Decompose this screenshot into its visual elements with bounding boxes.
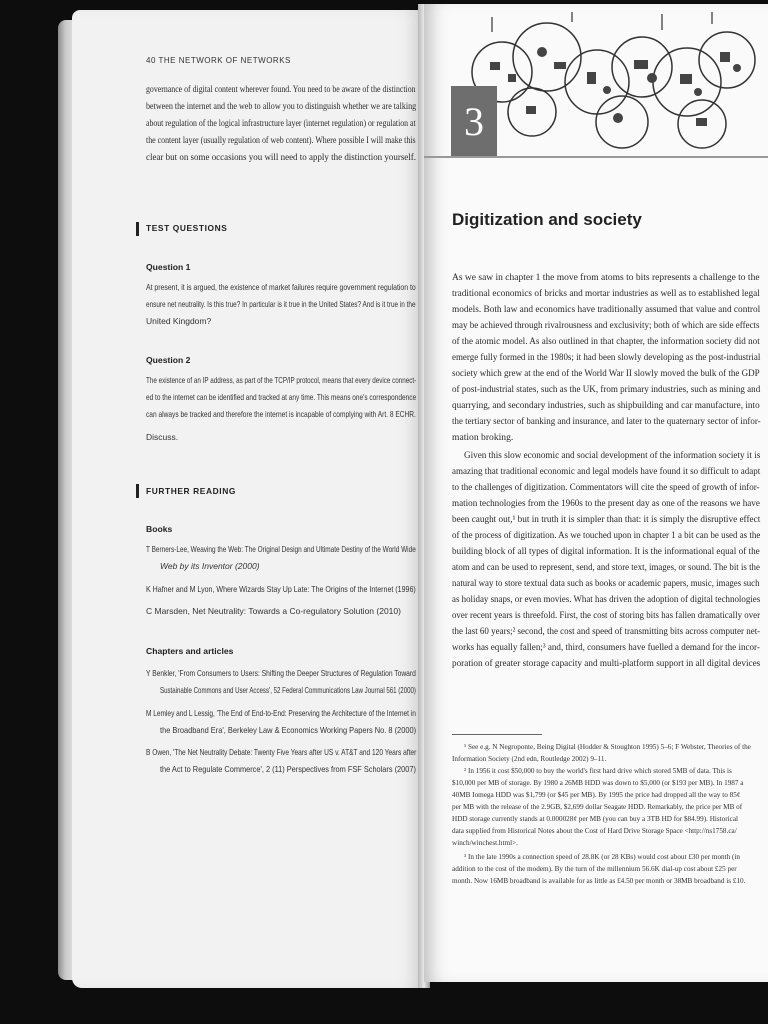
body-line: been caught out,¹ but in truth it is simpler than that: it is simply the disruptive effect — [452, 514, 761, 525]
question-1-title: Question 1 — [146, 262, 191, 272]
article-citation: B Owen, 'The Net Neutrality Debate: Twenty Five Years after US v. AT&T and 120 Years after — [146, 747, 417, 757]
cloud-icons-illustration — [462, 12, 758, 162]
section-marker — [136, 222, 139, 236]
footnote-line: ¹ See e.g. N Negroponte, Being Digital (Hodder & Stoughton 1995) 5–6; F Webster, Theories of the — [464, 743, 751, 751]
body-line: of the atomic model. As also outlined in that chapter, the information society did not — [452, 336, 760, 347]
chapter-number-box — [451, 86, 497, 156]
question-2-title: Question 2 — [146, 355, 191, 365]
intro-line: about regulation of the logical infrastructure layer (internet regulation) or regulation at — [146, 118, 416, 129]
body-line: quarrying, and secondary industries, such as shipbuilding and car manufacture, into — [452, 400, 760, 411]
intro-line: the content layer (usually regulation of web content). Where possible I will make this — [146, 135, 416, 146]
body-line: Given this slow economic and social development of the information society it is — [464, 450, 761, 461]
body-line: of the process of digitization. As we touched upon in chapter 1 a bit can be used as the — [452, 530, 761, 541]
body-line: models. Both law and economics have traditionally assumed that value and control — [452, 304, 761, 315]
book-citation: Web by its Inventor (2000) — [160, 561, 260, 571]
book-citation: K Hafner and M Lyon, Where Wizards Stay Up Late: The Origins of the Internet (1996) — [146, 584, 416, 594]
book-citation: C Marsden, Net Neutrality: Towards a Co-regulatory Solution (2010) — [146, 606, 401, 616]
body-line: works has equally fallen;³ and, third, consumers have fuelled a demand for the incor- — [452, 642, 760, 653]
body-line: over recent years is threefold. First, the cost of storing bits has fallen dramatically over — [452, 610, 761, 621]
footnote-line: month. Now 16MB broadband is available for as little as £4.50 per month or 38MB broadband is £10. — [452, 877, 746, 885]
body-line: amazing that traditional economic and legal models have found it so difficult to adapt — [452, 466, 761, 477]
footnote-line: Information Society (2nd edn, Routledge 2002) 9–11. — [452, 755, 607, 763]
chapters-articles-heading: Chapters and articles — [146, 646, 234, 656]
body-line: As we saw in chapter 1 the move from atoms to bits represents a challenge to the — [452, 272, 760, 283]
footnote-line: addition to the cost of the modem). By the turn of the millennium 56.6K dial-up cost about £25 per — [452, 865, 737, 873]
body-line: of post-industrial states, such as the UK, from primary industries, such as mining and — [452, 384, 761, 395]
body-line: the tertiary sector of banking and insurance, and later to the quaternary sector of infor- — [452, 416, 761, 427]
article-citation: M Lemley and L Lessig, 'The End of End-to-End: Preserving the Architecture of the Internet in — [146, 708, 416, 718]
footnote-rule — [452, 734, 542, 735]
intro-line: clear but on some occasions you will need to apply the distinction yourself. — [146, 152, 417, 163]
body-line: mation broking. — [452, 432, 514, 443]
body-line: emerge fully formed in the 1980s; it had been slowly developing as the post-industrial — [452, 352, 761, 363]
further-reading-heading: FURTHER READING — [146, 486, 236, 496]
footnote-line: winch/winchest.html>. — [452, 839, 518, 847]
footnote-line: data supplied from Historical Notes about the Cost of Hard Drive Storage Space <http://ns1758.ca/ — [452, 827, 737, 835]
article-citation: Y Benkler, 'From Consumers to Users: Shifting the Deeper Structures of Regulation Toward — [146, 668, 416, 678]
question-2-line: The existence of an IP address, as part of the TCP/IP protocol, means that every device connect- — [146, 375, 417, 385]
book-citation: T Berners-Lee, Weaving the Web: The Original Design and Ultimate Destiny of the World Wide — [146, 544, 416, 554]
body-line: to the challenges of digitization. Commentators will cite the speed of growth of infor- — [452, 482, 760, 493]
section-marker — [136, 484, 139, 498]
chapter-title: Digitization and society — [452, 210, 642, 229]
body-line: traditional economics of bricks and mortar industries as well as to established legal — [452, 288, 760, 299]
body-line: society which grew at the end of the World War II slowly moved the bulk of the GDP — [452, 368, 760, 379]
books-heading: Books — [146, 524, 173, 534]
body-line: the last 60 years;² second, the cost and speed of transmitting bits across computer net- — [452, 626, 761, 637]
body-line: natural way to store textual data such as books or academic papers, music, images such — [452, 578, 760, 589]
article-citation: the Broadband Era', Berkeley Law & Economics Working Papers No. 8 (2000) — [160, 725, 417, 735]
intro-line: between the internet and the web to allow you to distinguish whether we are talking — [146, 101, 417, 112]
body-line: may be achieved through rivalrousness and exclusivity; both of which are side effects — [452, 320, 760, 331]
question-1-line: ensure net neutrality. Is this true? In particular is it true in the United States? And is it true in the — [146, 299, 416, 309]
question-2-line: Discuss. — [146, 432, 179, 442]
article-citation: Sustainable Commons and User Access', 52 Federal Communications Law Journal 561 (2000) — [160, 685, 416, 695]
question-2-line: can always be tracked and therefore the internet is incapable of complying with Art. 8 ECHR. — [146, 409, 416, 419]
body-line: atom and can be used to represent, send, and store text, images, or sound. The bit is the — [452, 562, 760, 573]
footnote-line: ³ In the late 1990s a connection speed of 28.8K (or 28 KBs) would cost about £30 per month (in — [464, 853, 741, 861]
test-questions-heading: TEST QUESTIONS — [146, 223, 228, 233]
body-line: poration of greater storage capacity and multi-platform support in all digital devices — [452, 658, 761, 669]
running-head: 40 THE NETWORK OF NETWORKS — [146, 56, 291, 65]
question-1-line: At present, it is argued, the existence of market failures require government regulation to — [146, 282, 416, 292]
body-line: mation technologies from the 1960s to the present day as one of the reasons we have — [452, 498, 760, 509]
footnote-line: per MB with the release of the 2.9GB, $2,699 dollar Seagate HDD. Remarkably, the price per MB of — [452, 803, 743, 811]
footnote-line: $10,000 per MB of storage. By 1980 a 26MB HDD was down to $5,000 (or $193 per MB). In 1987 a — [452, 779, 744, 787]
article-citation: the Act to Regulate Commerce', 2 (11) Perspectives from FSF Scholars (2007) — [160, 764, 416, 774]
body-line: as holiday snaps, or even movies. What has driven the adoption of digital technologies — [452, 594, 761, 605]
footnote-line: HDD storage currently stands at 0.000028¢ per MB (you can buy a 3TB HD for $84.99). Historical — [452, 815, 739, 823]
footnote-line: 40MB Iomega HDD was $1,799 (or $45 per MB). By 1995 the price had dropped all the way to 85¢ — [452, 791, 741, 799]
question-1-line: United Kingdom? — [146, 316, 212, 326]
left-page — [72, 10, 424, 988]
footnote-line: ² In 1956 it cost $50,000 to buy the world's first hard drive which stored 5MB of data. This is — [464, 767, 732, 775]
chapter-number: 3 — [464, 98, 484, 144]
chapter-title-rule — [424, 156, 768, 158]
question-2-line: ed to the internet can be identified and tracked at any time. This means one's correspondence — [146, 392, 417, 402]
intro-line: governance of digital content wherever found. You need to be aware of the distinction — [146, 84, 416, 95]
body-line: building block of all types of digital information. It is the informational equal of the — [452, 546, 760, 557]
right-page — [424, 4, 768, 982]
